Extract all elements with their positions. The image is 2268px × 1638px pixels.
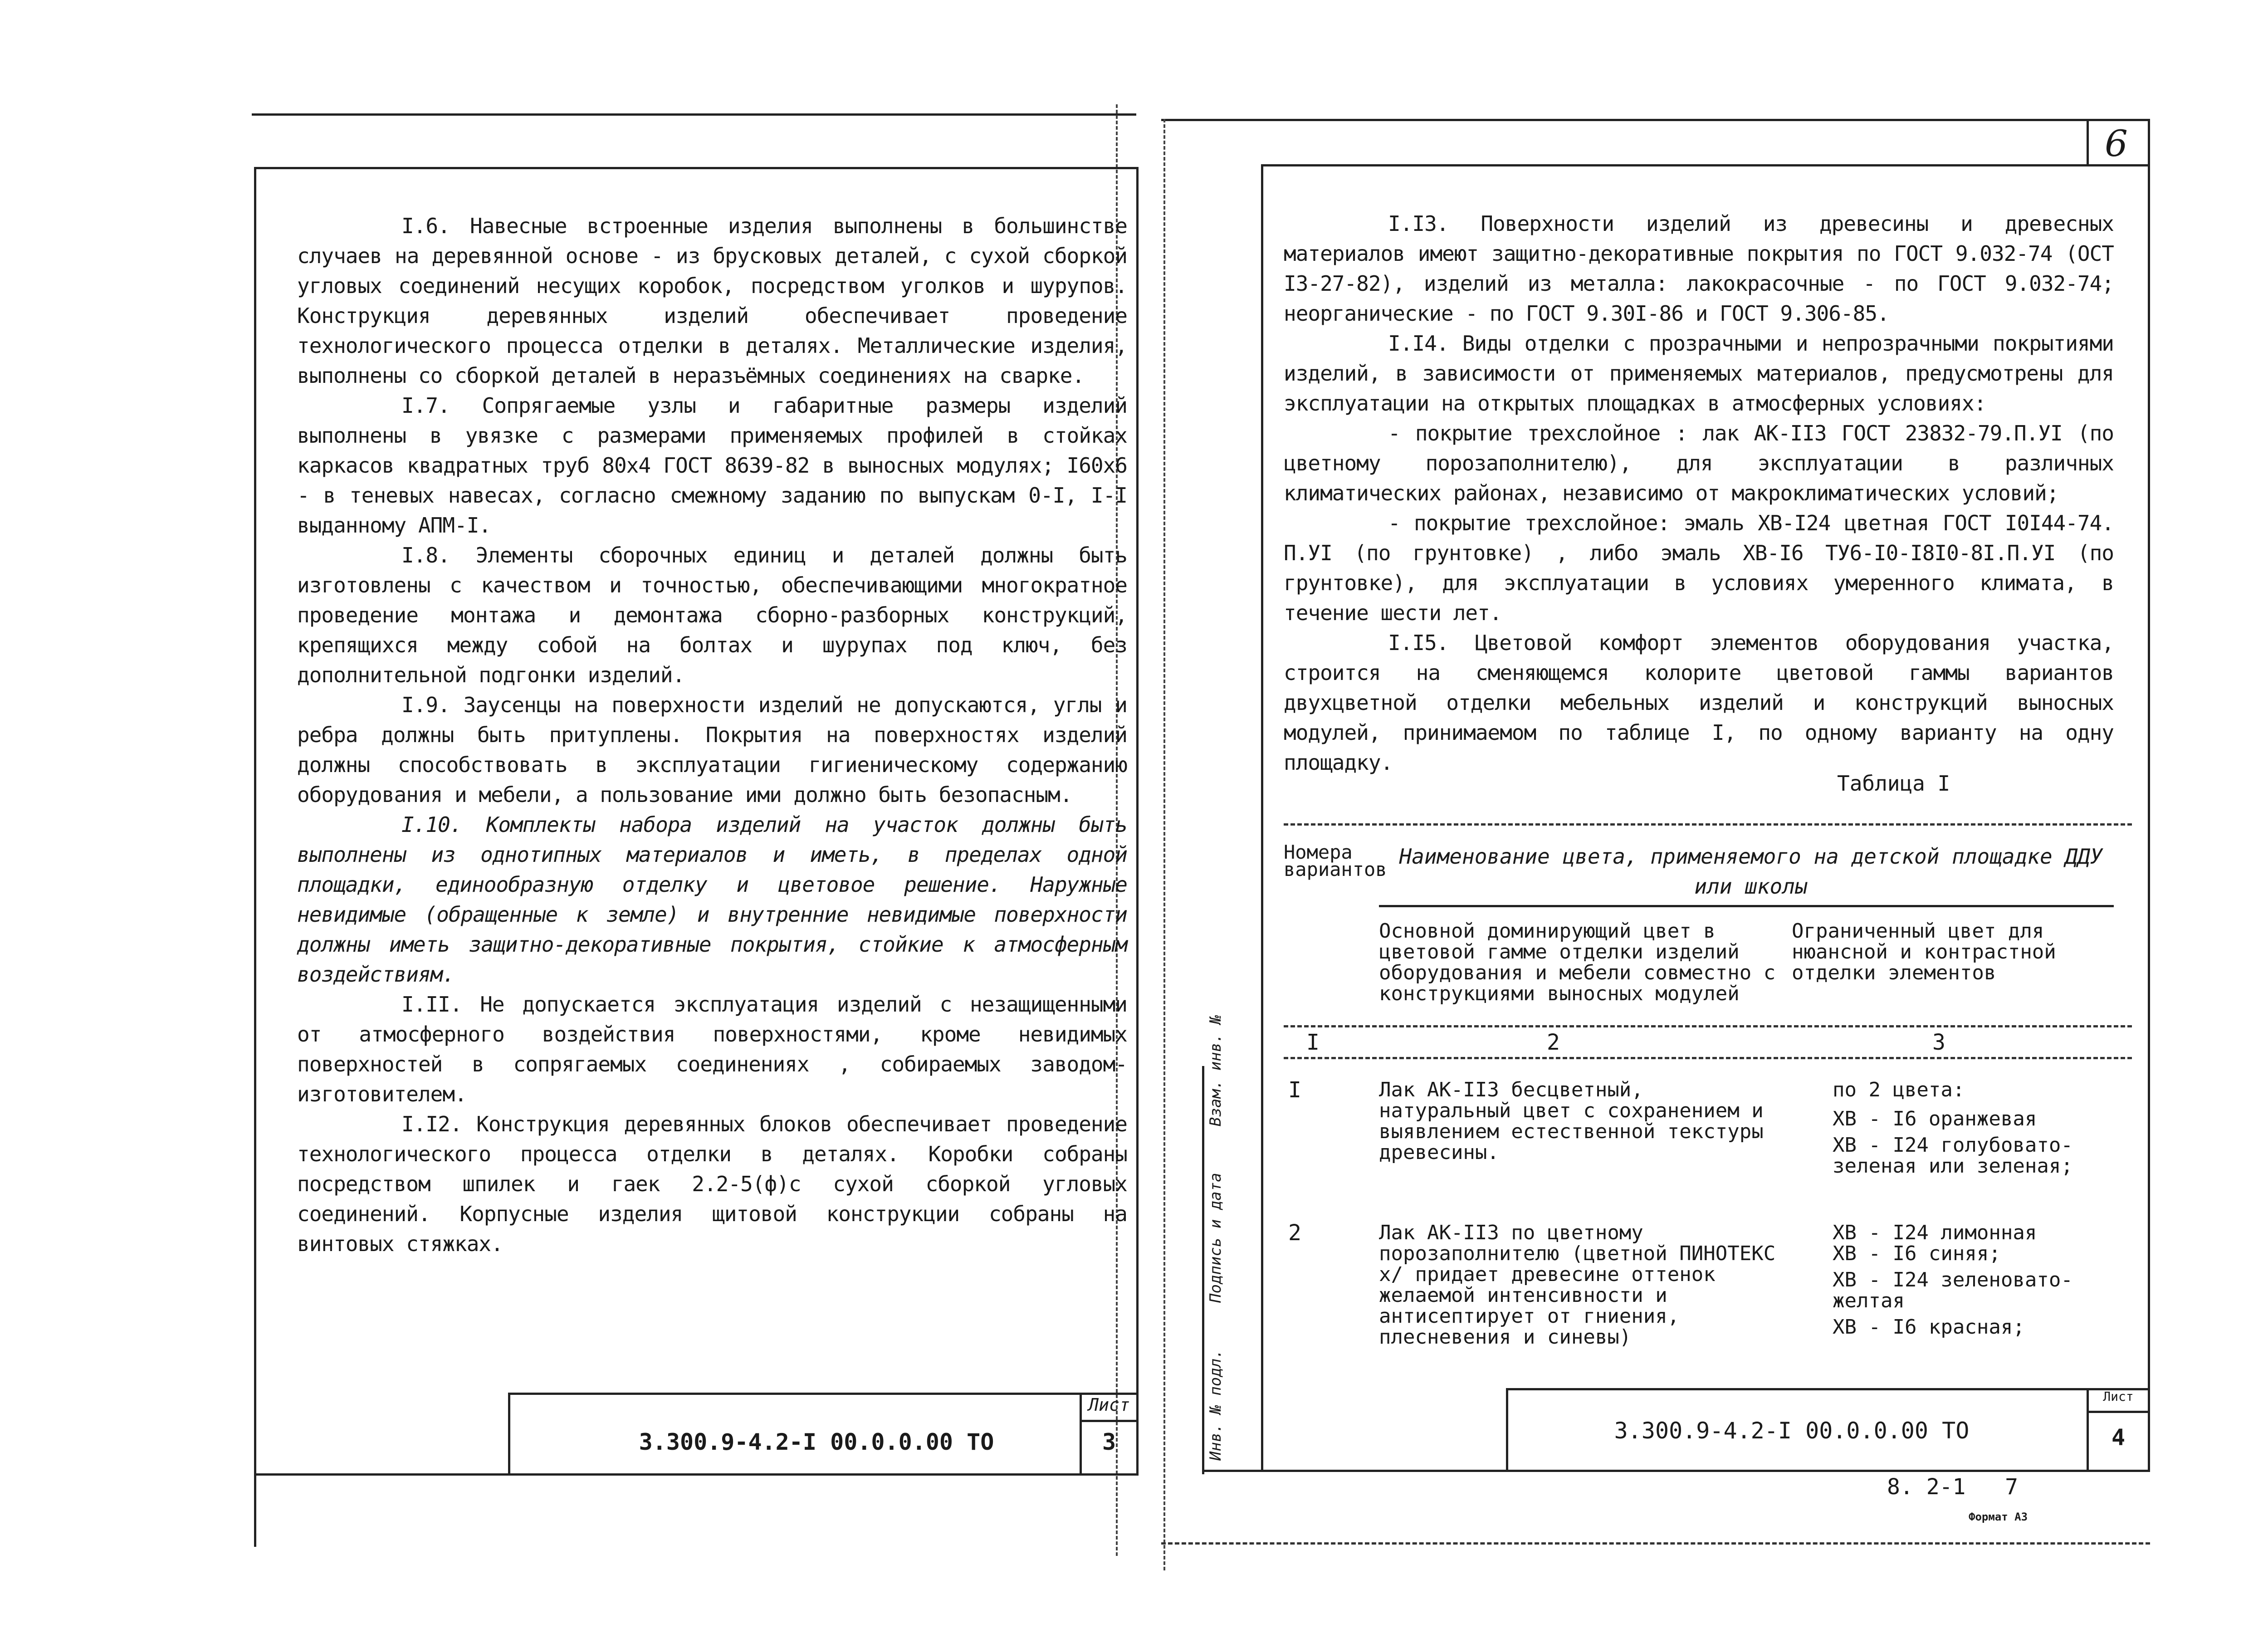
row-2-accent-c: ХВ - I24 зеленовато-желтая [1833,1268,2073,1312]
left-frame-left [254,168,256,1547]
right-stamp-left [1506,1388,1508,1470]
row-2-accent-b: ХВ - I6 синяя; [1833,1242,2001,1265]
right-sheet-label: Лист [2103,1389,2134,1404]
col2-header: Основной доминирующий цвет в цветовой гамме отделки изделий оборудования и мебели совместно с конструкциями выносных модулей [1379,919,1776,1005]
right-body-text [1284,209,2114,777]
row-2-main: Лак АК-II3 по цветному порозаполнителю (цветной ПИНОТЕКС x/ придает древесине оттенок желаемой интенсивности и антисептирует от гниения, плесневения и синевы) [1379,1221,1776,1349]
right-frame-bottom [1202,1470,2150,1472]
paragraph-1-10: I.10. Комплекты набора изделий на участок должны быть выполнены из однотипных материалов и иметь, в пределах одной площадки, единообразную отделку и цветовое решение. Наружные невидимые (обращенные к земле) и внутренние невидимые поверхности должны иметь защитно-декоративные покрытия, стойкие к атмосферным воздействиям. [297,812,1127,987]
side-stamp-replace: Взам. инв. № [1207,1015,1225,1127]
paragraph-1-9: I.9. Заусенцы на поверхности изделий не допускаются, углы и ребра должны быть притуплены. Покрытия на поверхностях изделий должны способствовать в эксплуатации гигиеническому содержанию оборудования и мебели, а пользование ими должно быть безопасным. [297,693,1127,807]
row-1-accent-b: ХВ - I24 голубовато-зеленая или зеленая; [1833,1134,2073,1178]
col-number-1: I [1306,1030,1320,1055]
left-stamp-left [508,1393,510,1474]
group-header: Наименование цвета, применяемого на детской площадке ДДУ или школы [1399,844,2103,899]
side-stamp [1207,1015,1225,1461]
row-2-accent-a: ХВ - I24 лимонная [1833,1221,2037,1244]
left-top-rule [252,113,1136,116]
table-caption: Таблица I [1837,771,1950,796]
row-2-accent-d: ХВ - I6 красная; [1833,1315,2025,1339]
right-frame-left [1261,164,1263,1471]
fold-line-right [1163,119,1165,1570]
col-number-2: 2 [1547,1030,1560,1055]
format-label: Формат А3 [1969,1511,2028,1523]
left-frame-right [1136,167,1139,1473]
right-bottom-dash [1161,1542,2150,1545]
corner-box-left [2087,119,2089,164]
col-variant-header: Номера вариантов [1284,841,1387,880]
left-stamp-top [508,1393,1139,1395]
row-2-variant: 2 [1288,1220,1301,1246]
right-stamp-code: 3.300.9-4.2-I 00.0.0.00 ТО [1614,1418,1970,1444]
numbers-bottom-rule [1284,1057,2132,1059]
paragraph-1-7: I.7. Сопрягаемые узлы и габаритные размеры изделий выполнены в увязке с размерами применяемых профилей в стойках каркасов квадратных труб 80х4 ГОСТ 8639-82 в выносных модулях; I60х6 - в теневых навесах, согласно смежному заданию по выпускам 0-I, I-I выданному АПМ-I. [297,393,1127,538]
header-bottom-rule [1284,1025,2132,1027]
paragraph-1-15: I.I5. Цветовой комфорт элементов оборудования участка, строится на сменяющемся колорите цветовой гаммы вариантов двухцветной отделки мебельных изделий и конструкций выносных модулей, принимаемом по таблице I, по одному варианту на одну площадку. [1284,631,2114,775]
side-stamp-left [1202,1066,1204,1474]
row-1-accent-a: ХВ - I6 оранжевая [1833,1107,2037,1130]
left-stamp-sheet-rule [1080,1420,1139,1422]
right-frame-top [1261,164,2150,166]
right-stamp-sheet-rule [2087,1411,2150,1413]
paragraph-1-6: I.6. Навесные встроенные изделия выполнены в большинстве случаев на деревянной основе - из брусковых деталей, с сухой сборкой угловых соединений несущих коробок, посредством уголков и шурупов. Конструкция деревянных изделий обеспечивает проведение технологического процесса отделки в деталях. Металлические изделия, выполнены со сборкой деталей в неразъёмных соединениях на сварке. [297,214,1127,388]
right-stamp-top [1506,1388,2150,1390]
row-1-variant: I [1288,1077,1301,1103]
paragraph-1-14-a: - покрытие трехслойное : лак АК-II3 ГОСТ 23832-79.П.УI (по цветному порозаполнителю), для эксплуатации в различных климатических районах, независимо от макроклиматических условий; [1284,421,2114,505]
paragraph-1-11: I.II. Не допускается эксплуатация изделий с незащищенными от атмосферного воздействия поверхностями, кроме невидимых поверхностей в сопрягаемых соединениях , собираемых заводом-изготовителем. [297,992,1127,1106]
row-1-accent [1833,1080,2127,1177]
row-2-accent [1833,1222,2127,1338]
side-stamp-sign: Подпись и дата [1207,1173,1225,1303]
left-stamp-code: 3.300.9-4.2-I 00.0.0.00 ТО [639,1429,994,1455]
right-top-rule [1161,119,2150,121]
left-stamp-bottom [254,1473,1139,1476]
paragraph-1-12: I.I2. Конструкция деревянных блоков обеспечивает проведение технологического процесса отделки в деталях. Коробки собраны посредством шпилек и гаек 2.2-5(ф)с сухой сборкой угловых соединений. Корпусные изделия щитовой конструкции собраны на винтовых стяжках. [297,1112,1127,1256]
table-top-rule [1284,823,2132,826]
corner-number: 6 [2105,122,2128,165]
paragraph-1-8: I.8. Элементы сборочных единиц и деталей должны быть изготовлены с качеством и точностью, обеспечивающими многократное проведение монтажа и демонтажа сборно-разборных конструкций, крепящихся между собой на болтах и шурупах под ключ, без дополнительной подгонки изделий. [297,543,1127,687]
right-sheet-number: 4 [2111,1424,2126,1451]
paragraph-1-13: I.I3. Поверхности изделий из древесины и древесных материалов имеют защитно-декоративные покрытия по ГОСТ 9.032-74 (ОСТ I3-27-82), изделий из металла: лакокрасочные - по ГОСТ 9.032-74; неорганические - по ГОСТ 9.30I-86 и ГОСТ 9.306-85. [1284,211,2114,326]
side-stamp-inv: Инв. № подл. [1207,1349,1225,1461]
paragraph-1-14-b: - покрытие трехслойное: эмаль ХВ-I24 цветная ГОСТ I0I44-74. П.УI (по грунтовке) , либо эмаль ХВ-I6 ТУ6-I0-I8I0-8I.П.УI (по грунтовке), для эксплуатации в условиях умеренного климата, в течение шести лет. [1284,511,2114,625]
group-header-rule [1379,905,2114,907]
bottom-code: 8. 2-1 7 [1887,1474,2018,1500]
col-number-3: 3 [1932,1030,1945,1055]
paragraph-1-14: I.I4. Виды отделки с прозрачными и непрозрачными покрытиями изделий, в зависимости от применяемых материалов, предусмотрены для эксплуатации на открытых площадках в атмосферных условиях: [1284,331,2114,416]
col3-header: Ограниченный цвет для нюансной и контрастной отделки элементов [1792,919,2056,984]
row-1-accent-title: по 2 цвета: [1833,1078,1965,1101]
row-1-main: Лак АК-II3 бесцветный, натуральный цвет с сохранением и выявлением естественной текстуры древесины. [1379,1078,1764,1164]
left-frame-top [254,167,1139,169]
left-sheet-label: Лист [1088,1395,1130,1415]
right-frame-right [2148,119,2150,1471]
left-body-text [297,211,1127,1259]
left-sheet-number: 3 [1102,1429,1116,1455]
